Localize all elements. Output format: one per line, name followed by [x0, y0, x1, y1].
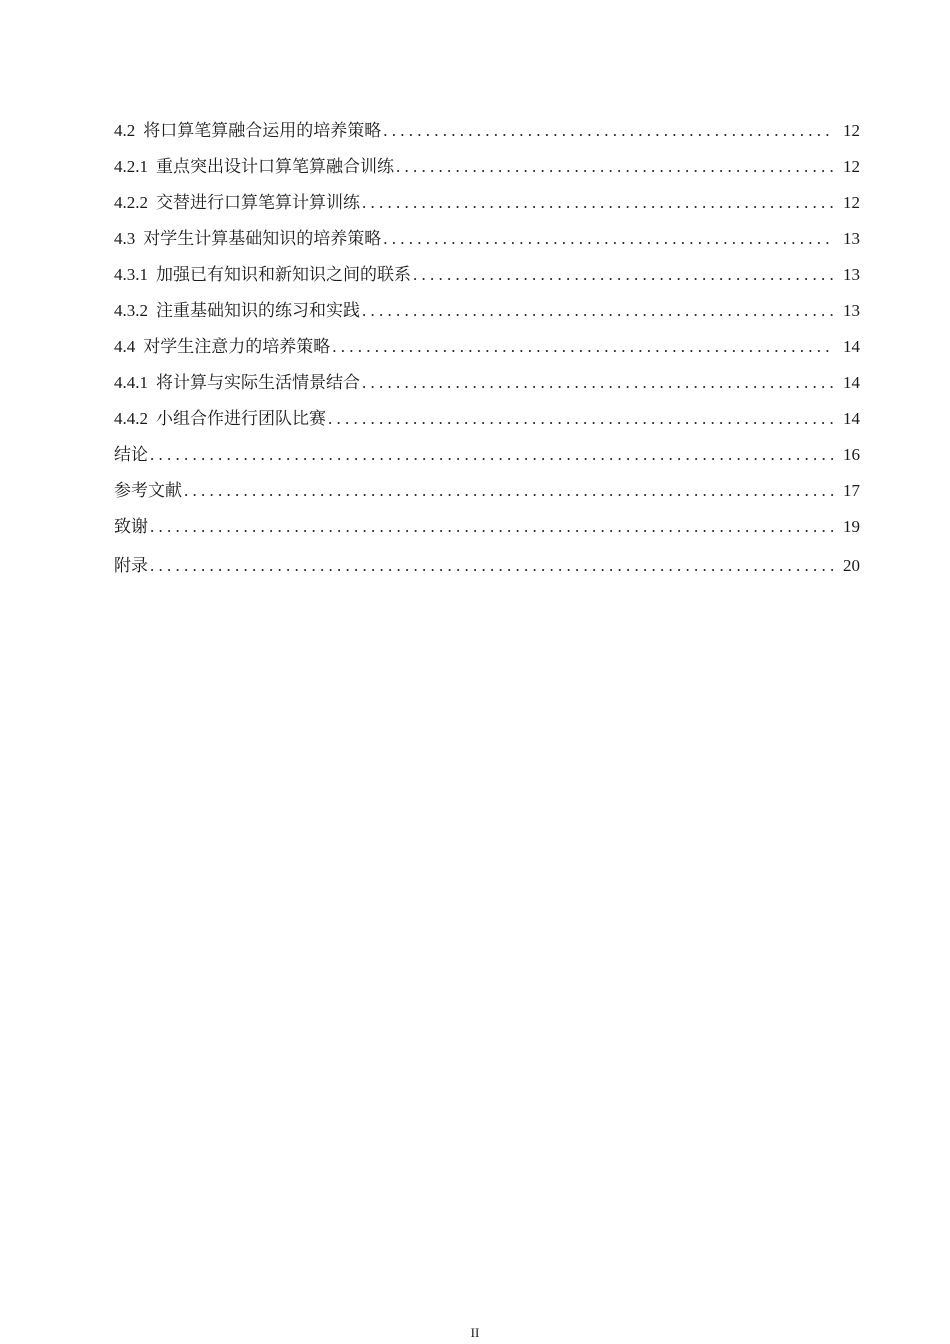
toc-dot-leader [328, 407, 834, 431]
toc-entry-page: 12 [843, 157, 860, 176]
toc-entry-page: 17 [843, 481, 860, 500]
toc-entry-page: 12 [843, 193, 860, 212]
toc-entry-acknowledgements[interactable] [114, 515, 860, 554]
toc-entry-number: 4.4.2 [114, 409, 148, 428]
page-number: II [470, 1325, 480, 1340]
toc-entry-4-4-2[interactable] [114, 407, 860, 443]
toc-dot-leader [383, 119, 834, 143]
toc-dot-leader [150, 515, 834, 539]
toc-dot-leader [184, 479, 834, 503]
toc-entry-title: 对学生注意力的培养策略 [143, 337, 331, 356]
toc-entry-title: 结论 [114, 445, 148, 464]
toc-dot-leader [362, 299, 834, 323]
toc-entry-title: 对学生计算基础知识的培养策略 [143, 229, 382, 248]
toc-dot-leader [413, 263, 834, 287]
toc-entry-4-2-2[interactable] [114, 191, 860, 227]
toc-entry-4-3-1[interactable] [114, 263, 860, 299]
toc-dot-leader [362, 191, 834, 215]
toc-entry-page: 13 [843, 229, 860, 248]
toc-entry-title: 将口算笔算融合运用的培养策略 [143, 121, 382, 140]
toc-entry-title: 注重基础知识的练习和实践 [156, 301, 360, 320]
toc-entry-title: 参考文献 [114, 481, 182, 500]
toc-dot-leader [150, 554, 834, 578]
toc-entry-title: 加强已有知识和新知识之间的联系 [156, 265, 411, 284]
toc-entry-page: 13 [843, 265, 860, 284]
toc-entry-page: 19 [843, 517, 860, 536]
toc-entry-title: 将计算与实际生活情景结合 [156, 373, 360, 392]
toc-entry-number: 4.2.2 [114, 193, 148, 212]
toc-entry-page: 16 [843, 445, 860, 464]
toc-entry-number: 4.4.1 [114, 373, 148, 392]
toc-entry-conclusion[interactable] [114, 443, 860, 479]
toc-entry-page: 14 [843, 409, 860, 428]
toc-entry-title: 附录 [114, 556, 148, 575]
toc-entry-4-4[interactable] [114, 335, 860, 371]
toc-entry-appendix[interactable] [114, 554, 860, 590]
toc-entry-number: 4.3.2 [114, 301, 148, 320]
toc-entry-4-3-2[interactable] [114, 299, 860, 335]
toc-entry-page: 12 [843, 121, 860, 140]
toc-dot-leader [150, 443, 834, 467]
toc-dot-leader [383, 227, 834, 251]
toc-entry-4-2-1[interactable] [114, 155, 860, 191]
toc-entry-number: 4.2 [114, 121, 136, 140]
toc-entry-4-4-1[interactable] [114, 371, 860, 407]
toc-entry-4-3[interactable] [114, 227, 860, 263]
toc-dot-leader [332, 335, 834, 359]
toc-entry-4-2[interactable] [114, 119, 860, 155]
toc-entry-page: 20 [843, 556, 860, 575]
toc-entry-page: 14 [843, 373, 860, 392]
table-of-contents [114, 119, 860, 590]
toc-entry-number: 4.3.1 [114, 265, 148, 284]
toc-dot-leader [396, 155, 834, 179]
toc-entry-number: 4.4 [114, 337, 136, 356]
toc-dot-leader [362, 371, 834, 395]
toc-entry-number: 4.2.1 [114, 157, 148, 176]
toc-entry-number: 4.3 [114, 229, 136, 248]
toc-entry-title: 小组合作进行团队比赛 [156, 409, 326, 428]
toc-entry-title: 致谢 [114, 517, 148, 536]
toc-entry-page: 13 [843, 301, 860, 320]
toc-entry-title: 交替进行口算笔算计算训练 [156, 193, 360, 212]
toc-entry-title: 重点突出设计口算笔算融合训练 [156, 157, 394, 176]
toc-entry-page: 14 [843, 337, 860, 356]
toc-entry-references[interactable] [114, 479, 860, 515]
